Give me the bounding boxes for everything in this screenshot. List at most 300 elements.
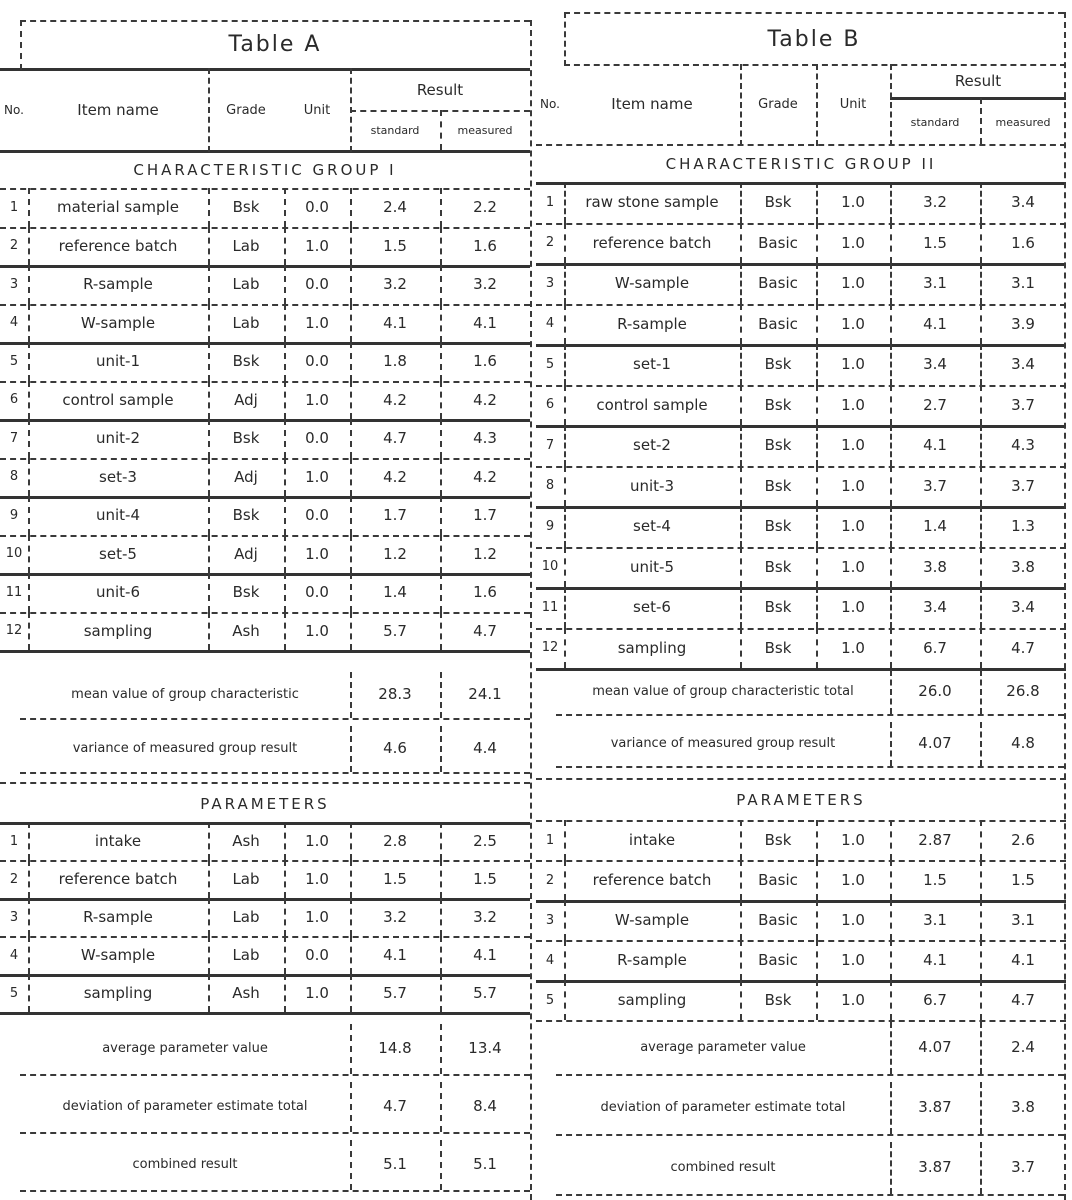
cell-divider	[740, 385, 742, 426]
cell-divider	[28, 573, 30, 612]
row-index: 11	[5, 584, 23, 600]
row-unit: 1.0	[305, 870, 329, 888]
divider	[208, 68, 210, 152]
footer-cell-divider	[440, 1024, 442, 1074]
row-name: control sample	[596, 395, 708, 414]
cell-divider	[816, 304, 818, 345]
row-unit: 1.0	[305, 467, 329, 486]
row-grade: Ash	[232, 621, 260, 640]
row-measured: 4.7	[1011, 991, 1035, 1009]
row-measured: 2.2	[473, 198, 497, 217]
divider	[536, 778, 1066, 780]
cell-divider	[208, 419, 210, 458]
footer-standard: 4.6	[383, 739, 407, 757]
row-measured: 1.2	[473, 544, 497, 563]
footer-standard: 4.7	[383, 1097, 407, 1115]
row-name: set-1	[633, 355, 671, 374]
footer-divider	[20, 1074, 530, 1076]
footer-standard: 3.87	[918, 1098, 952, 1116]
footer-measured: 3.7	[1011, 1158, 1035, 1176]
row-grade: Bsk	[764, 355, 792, 374]
cell-divider	[284, 265, 286, 304]
divider	[564, 64, 1066, 66]
cell-divider	[440, 496, 442, 535]
cell-divider	[890, 466, 892, 507]
row-grade: Lab	[232, 870, 260, 888]
cell-divider	[980, 547, 982, 588]
cell-divider	[816, 547, 818, 588]
row-unit: 1.0	[841, 233, 865, 252]
section-title: PARAMETERS	[736, 791, 866, 809]
row-standard: 4.1	[383, 946, 407, 964]
divider	[350, 68, 352, 152]
cell-divider	[980, 980, 982, 1020]
cell-divider	[564, 628, 566, 669]
row-measured: 4.7	[473, 621, 497, 640]
row-standard: 1.5	[383, 870, 407, 888]
row-name: set-6	[633, 598, 671, 617]
row-name: sampling	[617, 991, 687, 1009]
cell-divider	[208, 188, 210, 227]
footer-cell-divider	[890, 670, 892, 714]
row-grade: Lab	[232, 275, 260, 294]
row-index: 3	[545, 912, 555, 928]
table-title: Table B	[767, 26, 861, 52]
divider	[890, 97, 1066, 100]
row-measured: 2.6	[1011, 831, 1035, 849]
cell-divider	[564, 860, 566, 900]
row-grade: Ash	[232, 832, 260, 850]
cell-divider	[816, 263, 818, 304]
divider	[536, 182, 1066, 185]
row-unit: 1.0	[841, 871, 865, 889]
cell-divider	[350, 822, 352, 860]
cell-divider	[28, 535, 30, 574]
cell-divider	[740, 506, 742, 547]
cell-divider	[890, 182, 892, 223]
row-standard: 1.5	[383, 236, 407, 255]
cell-divider	[440, 304, 442, 343]
row-measured: 3.8	[1011, 557, 1035, 576]
divider	[980, 98, 982, 144]
row-standard: 4.1	[383, 313, 407, 332]
row-measured: 3.7	[1011, 476, 1035, 495]
cell-divider	[564, 506, 566, 547]
cell-divider	[28, 898, 30, 936]
row-grade: Ash	[232, 984, 260, 1002]
cell-divider	[890, 304, 892, 345]
row-unit: 1.0	[841, 951, 865, 969]
footer-standard: 26.0	[918, 682, 952, 700]
row-unit: 1.0	[841, 638, 865, 657]
cell-divider	[284, 535, 286, 574]
cell-divider	[28, 227, 30, 266]
cell-divider	[890, 344, 892, 385]
table-b	[536, 0, 1072, 1200]
row-standard: 2.4	[383, 198, 407, 217]
footer-standard: 3.87	[918, 1158, 952, 1176]
row-standard: 1.5	[923, 871, 947, 889]
cell-divider	[564, 980, 566, 1020]
row-unit: 1.0	[305, 544, 329, 563]
cell-divider	[816, 182, 818, 223]
cell-divider	[350, 227, 352, 266]
divider	[0, 782, 530, 784]
row-index: 5	[9, 353, 19, 369]
cell-divider	[740, 304, 742, 345]
row-unit: 1.0	[305, 313, 329, 332]
cell-divider	[284, 458, 286, 497]
divider	[890, 64, 892, 146]
cell-divider	[350, 936, 352, 974]
cell-divider	[816, 820, 818, 860]
footer-cell-divider	[440, 726, 442, 772]
row-index: 2	[9, 871, 19, 887]
row-standard: 1.2	[383, 544, 407, 563]
row-index: 12	[541, 640, 559, 656]
cell-divider	[740, 980, 742, 1020]
row-unit: 1.0	[305, 984, 329, 1002]
cell-divider	[350, 860, 352, 898]
cell-divider	[284, 573, 286, 612]
footer-divider	[556, 766, 1064, 768]
row-name: unit-5	[629, 557, 675, 576]
cell-divider	[284, 342, 286, 381]
row-unit: 1.0	[841, 395, 865, 414]
cell-divider	[440, 342, 442, 381]
row-index: 5	[545, 992, 555, 1008]
row-standard: 3.4	[923, 355, 947, 374]
cell-divider	[350, 458, 352, 497]
divider	[536, 820, 1066, 822]
row-measured: 1.6	[473, 583, 497, 602]
cell-divider	[740, 223, 742, 264]
cell-divider	[284, 188, 286, 227]
cell-divider	[564, 900, 566, 940]
cell-divider	[816, 385, 818, 426]
row-grade: Adj	[234, 544, 258, 563]
row-grade: Basic	[758, 233, 798, 252]
divider	[0, 188, 530, 190]
cell-divider	[208, 974, 210, 1012]
header-result: Result	[954, 72, 1002, 90]
row-measured: 4.3	[473, 429, 497, 448]
row-unit: 1.0	[305, 390, 329, 409]
row-index: 10	[5, 546, 23, 562]
cell-divider	[28, 381, 30, 420]
cell-divider	[284, 419, 286, 458]
row-standard: 1.5	[923, 233, 947, 252]
row-index: 4	[545, 952, 555, 968]
row-standard: 3.1	[923, 274, 947, 293]
divider	[0, 150, 530, 153]
cell-divider	[564, 940, 566, 980]
cell-divider	[740, 820, 742, 860]
cell-divider	[980, 940, 982, 980]
cell-divider	[980, 304, 982, 345]
row-unit: 1.0	[841, 314, 865, 333]
row-unit: 1.0	[841, 557, 865, 576]
cell-divider	[284, 822, 286, 860]
cell-divider	[208, 381, 210, 420]
cell-divider	[350, 342, 352, 381]
row-grade: Bsk	[232, 506, 260, 525]
footer-cell-divider	[980, 1082, 982, 1134]
cell-divider	[740, 263, 742, 304]
cell-divider	[28, 265, 30, 304]
cell-divider	[564, 344, 566, 385]
cell-divider	[980, 344, 982, 385]
footer-label: combined result	[132, 1156, 238, 1172]
cell-divider	[208, 822, 210, 860]
row-index: 2	[545, 235, 555, 251]
cell-divider	[350, 419, 352, 458]
row-index: 5	[9, 985, 19, 1001]
header-unit: Unit	[839, 96, 867, 112]
row-name: set-3	[99, 467, 137, 486]
footer-cell-divider	[350, 1082, 352, 1132]
cell-divider	[890, 223, 892, 264]
row-standard: 3.7	[923, 476, 947, 495]
footer-measured: 4.4	[473, 739, 497, 757]
cell-divider	[208, 265, 210, 304]
row-name: material sample	[57, 198, 179, 217]
header-name: Item name	[611, 95, 693, 113]
header-grade: Grade	[226, 102, 266, 118]
cell-divider	[350, 381, 352, 420]
cell-divider	[284, 898, 286, 936]
row-measured: 1.5	[1011, 871, 1035, 889]
cell-divider	[350, 188, 352, 227]
row-grade: Adj	[234, 467, 258, 486]
row-standard: 4.2	[383, 467, 407, 486]
row-standard: 4.2	[383, 390, 407, 409]
cell-divider	[740, 628, 742, 669]
cell-divider	[28, 304, 30, 343]
footer-cell-divider	[350, 672, 352, 718]
footer-divider	[20, 718, 530, 720]
row-standard: 3.4	[923, 598, 947, 617]
cell-divider	[440, 419, 442, 458]
row-unit: 1.0	[841, 991, 865, 1009]
cell-divider	[440, 936, 442, 974]
cell-divider	[440, 860, 442, 898]
footer-cell-divider	[980, 1142, 982, 1194]
cell-divider	[284, 496, 286, 535]
row-name: unit-6	[95, 583, 141, 602]
cell-divider	[284, 304, 286, 343]
footer-standard: 4.07	[918, 734, 952, 752]
row-standard: 3.8	[923, 557, 947, 576]
cell-divider	[816, 466, 818, 507]
row-measured: 2.5	[473, 832, 497, 850]
row-standard: 4.7	[383, 429, 407, 448]
row-measured: 1.5	[473, 870, 497, 888]
divider	[1064, 12, 1066, 1200]
footer-measured: 26.8	[1006, 682, 1040, 700]
footer-cell-divider	[350, 1024, 352, 1074]
row-standard: 2.87	[918, 831, 952, 849]
row-standard: 1.4	[383, 583, 407, 602]
row-index: 3	[9, 276, 19, 292]
cell-divider	[816, 860, 818, 900]
cell-divider	[440, 822, 442, 860]
row-name: reference batch	[592, 233, 712, 252]
row-divider	[0, 650, 530, 653]
cell-divider	[816, 940, 818, 980]
row-grade: Basic	[758, 314, 798, 333]
footer-label: mean value of group characteristic total	[592, 683, 854, 699]
row-unit: 1.0	[305, 621, 329, 640]
cell-divider	[208, 936, 210, 974]
row-grade: Lab	[232, 313, 260, 332]
row-name: sampling	[617, 638, 687, 657]
row-standard: 3.1	[923, 911, 947, 929]
row-unit: 0.0	[305, 946, 329, 964]
footer-label: average parameter value	[640, 1039, 806, 1055]
cell-divider	[816, 980, 818, 1020]
cell-divider	[890, 820, 892, 860]
row-name: set-4	[633, 517, 671, 536]
row-measured: 1.6	[473, 352, 497, 371]
row-name: set-2	[633, 436, 671, 455]
row-measured: 1.6	[1011, 233, 1035, 252]
footer-divider	[20, 1190, 530, 1192]
cell-divider	[350, 974, 352, 1012]
cell-divider	[28, 419, 30, 458]
row-name: unit-1	[95, 352, 141, 371]
row-index: 7	[545, 437, 555, 453]
cell-divider	[740, 940, 742, 980]
row-measured: 3.4	[1011, 598, 1035, 617]
footer-cell-divider	[890, 1082, 892, 1134]
cell-divider	[208, 304, 210, 343]
row-name: R-sample	[617, 951, 687, 969]
cell-divider	[564, 304, 566, 345]
row-standard: 6.7	[923, 991, 947, 1009]
cell-divider	[740, 587, 742, 628]
row-name: intake	[628, 831, 676, 849]
row-measured: 4.7	[1011, 638, 1035, 657]
row-grade: Lab	[232, 908, 260, 926]
cell-divider	[564, 385, 566, 426]
header-standard: standard	[370, 123, 420, 137]
cell-divider	[980, 263, 982, 304]
cell-divider	[28, 458, 30, 497]
cell-divider	[740, 466, 742, 507]
cell-divider	[980, 385, 982, 426]
cell-divider	[208, 860, 210, 898]
row-measured: 3.2	[473, 275, 497, 294]
row-name: unit-2	[95, 429, 141, 448]
row-grade: Basic	[758, 871, 798, 889]
row-standard: 4.1	[923, 314, 947, 333]
divider	[816, 64, 818, 146]
row-measured: 3.4	[1011, 355, 1035, 374]
row-standard: 4.1	[923, 436, 947, 455]
row-measured: 3.2	[473, 908, 497, 926]
row-index: 3	[9, 909, 19, 925]
row-index: 3	[545, 275, 555, 291]
footer-cell-divider	[890, 722, 892, 766]
row-index: 12	[5, 623, 23, 639]
cell-divider	[440, 458, 442, 497]
cell-divider	[890, 587, 892, 628]
row-unit: 0.0	[305, 198, 329, 217]
cell-divider	[816, 344, 818, 385]
footer-label: variance of measured group result	[610, 735, 836, 751]
cell-divider	[350, 535, 352, 574]
row-standard: 3.2	[383, 908, 407, 926]
row-measured: 1.7	[473, 506, 497, 525]
row-grade: Bsk	[764, 598, 792, 617]
row-measured: 4.1	[473, 313, 497, 332]
cell-divider	[440, 188, 442, 227]
cell-divider	[890, 900, 892, 940]
row-grade: Bsk	[764, 476, 792, 495]
cell-divider	[564, 182, 566, 223]
footer-label: combined result	[670, 1159, 776, 1175]
row-grade: Bsk	[232, 429, 260, 448]
row-standard: 2.7	[923, 395, 947, 414]
row-unit: 1.0	[841, 436, 865, 455]
row-index: 1	[9, 199, 19, 215]
row-index: 11	[541, 599, 559, 615]
row-unit: 1.0	[841, 831, 865, 849]
row-index: 5	[545, 356, 555, 372]
footer-cell-divider	[980, 670, 982, 714]
footer-measured: 13.4	[468, 1039, 502, 1057]
cell-divider	[816, 587, 818, 628]
cell-divider	[208, 535, 210, 574]
row-unit: 0.0	[305, 275, 329, 294]
row-name: reference batch	[58, 236, 178, 255]
row-grade: Lab	[232, 946, 260, 964]
row-name: raw stone sample	[585, 193, 719, 212]
cell-divider	[350, 573, 352, 612]
cell-divider	[564, 425, 566, 466]
divider	[564, 12, 1064, 14]
footer-cell-divider	[440, 672, 442, 718]
divider	[0, 822, 530, 825]
cell-divider	[980, 900, 982, 940]
footer-divider	[20, 772, 530, 774]
footer-divider	[556, 1134, 1064, 1136]
row-measured: 4.3	[1011, 436, 1035, 455]
row-measured: 3.1	[1011, 911, 1035, 929]
row-grade: Bsk	[764, 517, 792, 536]
cell-divider	[208, 573, 210, 612]
row-name: unit-4	[95, 506, 141, 525]
row-grade: Bsk	[764, 557, 792, 576]
row-standard: 5.7	[383, 984, 407, 1002]
divider	[536, 144, 1066, 146]
row-index: 1	[9, 833, 19, 849]
row-unit: 1.0	[305, 236, 329, 255]
row-grade: Bsk	[764, 395, 792, 414]
section-title: CHARACTERISTIC GROUP I	[133, 161, 397, 179]
divider	[740, 64, 742, 146]
row-measured: 4.2	[473, 390, 497, 409]
cell-divider	[208, 227, 210, 266]
row-name: reference batch	[58, 870, 178, 888]
cell-divider	[980, 182, 982, 223]
row-measured: 3.7	[1011, 395, 1035, 414]
cell-divider	[284, 974, 286, 1012]
row-unit: 1.0	[305, 908, 329, 926]
row-name: R-sample	[83, 908, 153, 926]
row-unit: 1.0	[841, 476, 865, 495]
